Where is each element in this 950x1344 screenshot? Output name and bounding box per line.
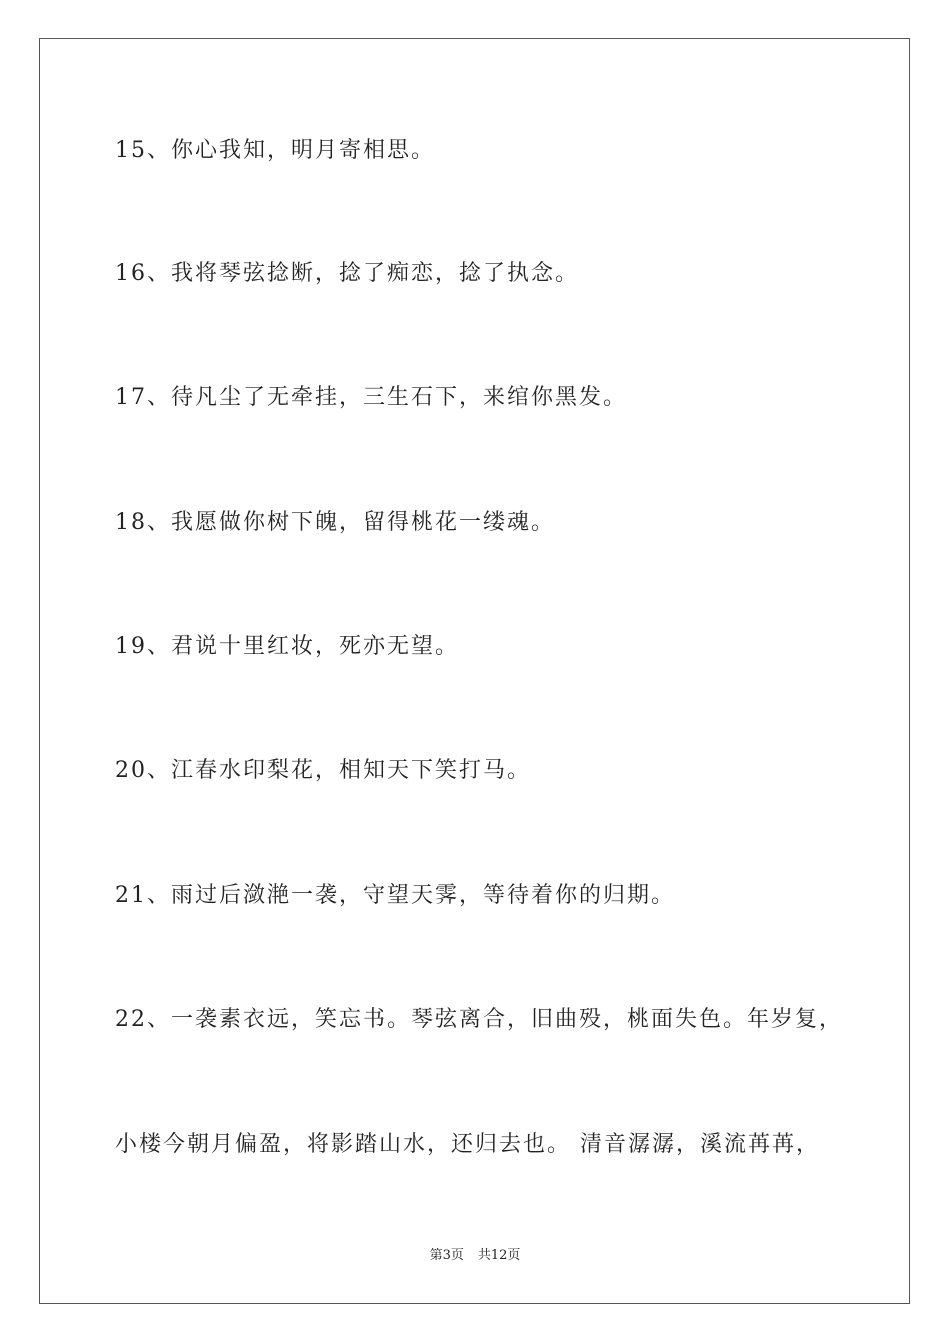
page-total: 共12页 — [477, 1248, 521, 1263]
text-line-22: 22、一袭素衣远，笑忘书。琴弦离合，旧曲殁，桃面失色。年岁复， — [115, 1007, 843, 1032]
page-number: 第3页 — [429, 1248, 464, 1263]
text-line-20: 20、江春水印梨花，相知天下笑打马。 — [115, 758, 531, 783]
text-line-21: 21、雨过后潋滟一袭，守望天霁，等待着你的归期。 — [115, 883, 675, 908]
page-footer — [0, 1248, 950, 1264]
text-line-19: 19、君说十里红妆，死亦无望。 — [115, 634, 459, 659]
text-line-17: 17、待凡尘了无牵挂，三生石下，来绾你黑发。 — [115, 385, 627, 410]
text-line-22-continued: 小楼今朝月偏盈，将影踏山水，还归去也。 清音潺潺，溪流苒苒， — [115, 1132, 820, 1157]
text-line-15: 15、你心我知，明月寄相思。 — [115, 138, 435, 163]
text-line-16: 16、我将琴弦捻断，捻了痴恋，捻了执念。 — [115, 261, 579, 286]
page-border — [39, 38, 910, 1304]
text-line-18: 18、我愿做你树下魄，留得桃花一缕魂。 — [115, 510, 555, 535]
